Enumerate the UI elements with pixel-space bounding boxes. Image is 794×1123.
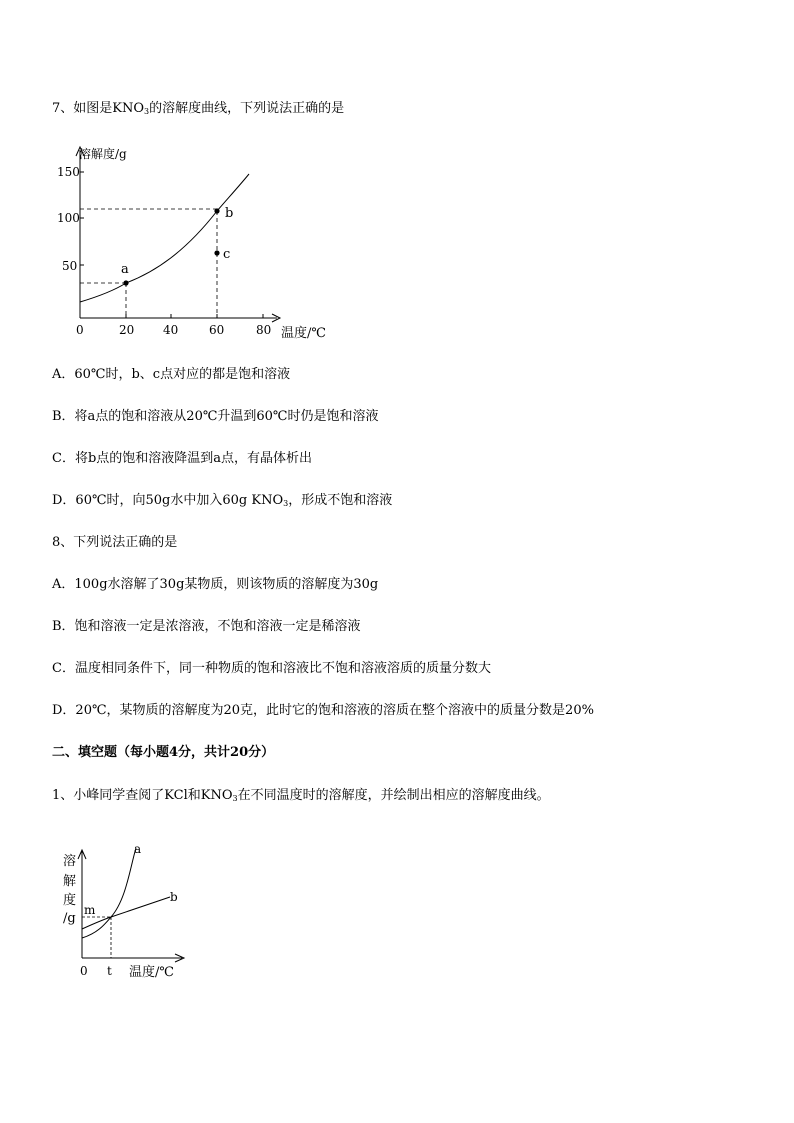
point-c-label: c — [223, 247, 231, 262]
x-tick-20: 20 — [119, 323, 135, 337]
x-tick-0: 0 — [76, 323, 84, 337]
kno3-solubility-chart — [45, 140, 345, 345]
q8-stem: 8、下列说法正确的是 — [52, 535, 178, 550]
point-a — [123, 280, 128, 285]
kcl-kno3-solubility-chart — [60, 838, 220, 988]
y-tick-150: 150 — [57, 165, 80, 179]
q7-option-d: D．60℃时，向50g水中加入60g $KNO_3$，形成不饱和溶液 — [52, 493, 393, 508]
q8-option-c: C．温度相同条件下，同一种物质的饱和溶液比不饱和溶液溶质的质量分数大 — [52, 661, 491, 676]
m-label: m — [84, 903, 96, 917]
x-tick-60: 60 — [209, 323, 225, 337]
curve-b-label: b — [170, 890, 178, 904]
x-tick-40: 40 — [163, 323, 179, 337]
y-label-rong: 溶 — [63, 854, 77, 869]
q7-option-c: C．将b点的饱和溶液降温到a点，有晶体析出 — [52, 451, 313, 466]
q7-option-a: A．60℃时，b、c点对应的都是饱和溶液 — [52, 367, 291, 382]
origin-label: 0 — [80, 964, 88, 978]
point-b — [214, 208, 219, 213]
x-axis-label: 温度/℃ — [129, 965, 174, 980]
t-label: t — [107, 964, 112, 978]
y-tick-50: 50 — [62, 259, 78, 273]
y-label-jie: 解 — [63, 874, 77, 889]
q8-option-a: A．100g水溶解了30g某物质，则该物质的溶解度为30g — [52, 577, 379, 592]
point-c — [214, 250, 219, 255]
y-label-du: 度 — [63, 893, 77, 908]
curve-a — [82, 848, 136, 938]
q7-stem: 7、如图是$KNO_3$的溶解度曲线，下列说法正确的是 — [52, 101, 345, 116]
q7-option-b: B．将a点的饱和溶液从20℃升温到60℃时仍是饱和溶液 — [52, 409, 379, 424]
point-b-label: b — [225, 206, 234, 221]
y-axis-label: 溶解度/g — [79, 147, 127, 161]
q8-option-d: D．20℃，某物质的溶解度为20克，此时它的饱和溶液的溶质在整个溶液中的质量分数是20% — [52, 703, 594, 718]
curve-a-label: a — [134, 842, 142, 856]
x-tick-80: 80 — [256, 323, 272, 337]
fill1-stem: 1、小峰同学查阅了KCl和$KNO_3$在不同温度时的溶解度，并绘制出相应的溶解度曲线。 — [52, 788, 550, 803]
section-title: 二、填空题（每小题4分，共计20分） — [52, 745, 275, 760]
x-axis-label: 温度/℃ — [281, 326, 326, 341]
y-label-g: /g — [63, 911, 76, 926]
q8-option-b: B．饱和溶液一定是浓溶液，不饱和溶液一定是稀溶液 — [52, 619, 361, 634]
point-a-label: a — [121, 262, 129, 277]
y-tick-100: 100 — [57, 211, 80, 225]
